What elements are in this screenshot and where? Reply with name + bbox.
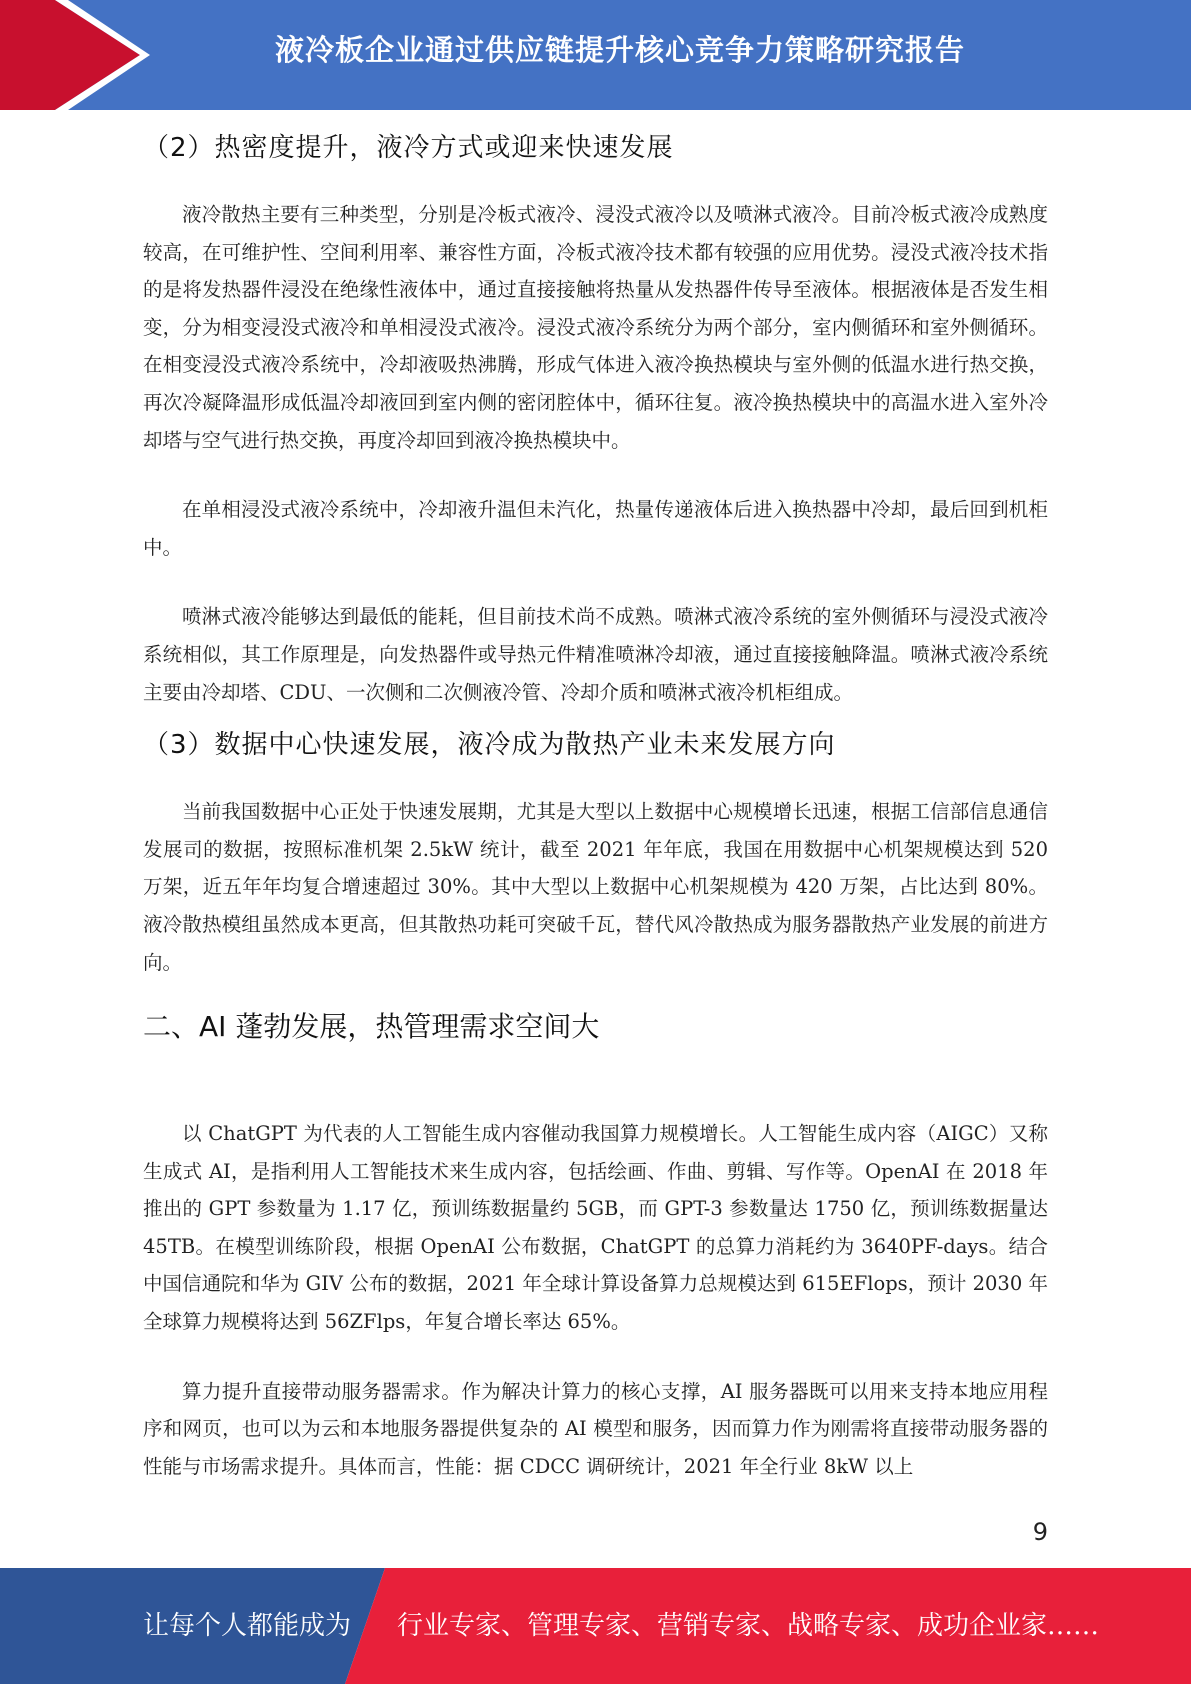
paragraph: 液冷散热主要有三种类型，分别是冷板式液冷、浸没式液冷以及喷淋式液冷。目前冷板式液冷成熟度较高，在可维护性、空间利用率、兼容性方面，冷板式液冷技术都有较强的应用优势。浸没式液冷技术指的是将发热器件浸没在绝缘性液体中，通过直接接触将热量从发热器件传导至液体。根据液体是否发生相变，分为相变浸没式液冷和单相浸没式液冷。浸没式液冷系统分为两个部分，室内侧循环和室外侧循环。在相变浸没式液冷系统中，冷却液吸热沸腾，形成气体进入液冷换热模块与室外侧的低温水进行热交换，再次冷凝降温形成低温冷却液回到室内侧的密闭腔体中，循环往复。液冷换热模块中的高温水进入室外冷却塔与空气进行热交换，再度冷却回到液冷换热模块中。: [143, 203, 1048, 452]
paragraph: 以 ChatGPT 为代表的人工智能生成内容催动我国算力规模增长。人工智能生成内容（AIGC）又称生成式 AI，是指利用人工智能技术来生成内容，包括绘画、作曲、剪辑、写作等。OpenAI 在 2018 年推出的 GPT 参数量为 1.17 亿，预训练数据量约 5GB，而 GPT-3 参数量达 1750 亿，预训练数据量达 45TB。在模型训练阶段，根据 OpenAI 公布数据，ChatGPT 的总算力消耗约为 3640PF-days。结合中国信通院和华为 GIV 公布的数据，2021 年全球计算设备算力总规模达到 615EFlops，预计 2030 年全球算力规模将达到 56ZFlps，年复合增长率达 65%。: [143, 1122, 1048, 1334]
paragraph: 喷淋式液冷能够达到最低的能耗，但目前技术尚不成熟。喷淋式液冷系统的室外侧循环与浸没式液冷系统相似，其工作原理是，向发热器件或导热元件精准喷淋冷却液，通过直接接触降温。喷淋式液冷系统主要由冷却塔、CDU、一次侧和二次侧液冷管、冷却介质和喷淋式液冷机柜组成。: [143, 605, 1048, 704]
paragraph: 当前我国数据中心正处于快速发展期，尤其是大型以上数据中心规模增长迅速，根据工信部信息通信发展司的数据，按照标准机架 2.5kW 统计，截至 2021 年年底，我国在用数据中心机架规模达到 520 万架，近五年年均复合增速超过 30%。其中大型以上数据中心机架规模为 420 万架，占比达到 80%。液冷散热模组虽然成本更高，但其散热功耗可突破千瓦，替代风冷散热成为服务器散热产业发展的前进方向。: [143, 800, 1048, 974]
paragraph: 算力提升直接带动服务器需求。作为解决计算力的核心支撑，AI 服务器既可以用来支持本地应用程序和网页，也可以为云和本地服务器提供复杂的 AI 模型和服务，因而算力作为刚需将直接带动服务器的性能与市场需求提升。具体而言，性能：据 CDCC 调研统计，2021 年全行业 8kW 以上: [143, 1379, 1048, 1478]
footer-slogan-left: 让每个人都能成为: [143, 1611, 352, 1641]
paragraph: 在单相浸没式液冷系统中，冷却液升温但未汽化，热量传递液体后进入换热器中冷却，最后回到机柜中。: [143, 498, 1048, 559]
section-heading-2: （2）热密度提升，液冷方式或迎来快速发展: [143, 133, 674, 163]
footer-banner: [0, 1568, 1191, 1684]
report-title: 液冷板企业通过供应链提升核心竞争力策略研究报告: [274, 33, 965, 67]
page-number: 9: [1032, 1518, 1048, 1546]
page-content: [143, 128, 1048, 1485]
report-header: [0, 0, 1191, 110]
header-arrow-icon: [0, 0, 160, 110]
section-heading-3: （3）数据中心快速发展，液冷成为散热产业未来发展方向: [143, 730, 836, 761]
footer-slogan-right: 行业专家、管理专家、营销专家、战略专家、成功企业家……: [397, 1611, 1100, 1641]
chapter-heading: 二、AI 蓬勃发展，热管理需求空间大: [143, 1010, 600, 1044]
